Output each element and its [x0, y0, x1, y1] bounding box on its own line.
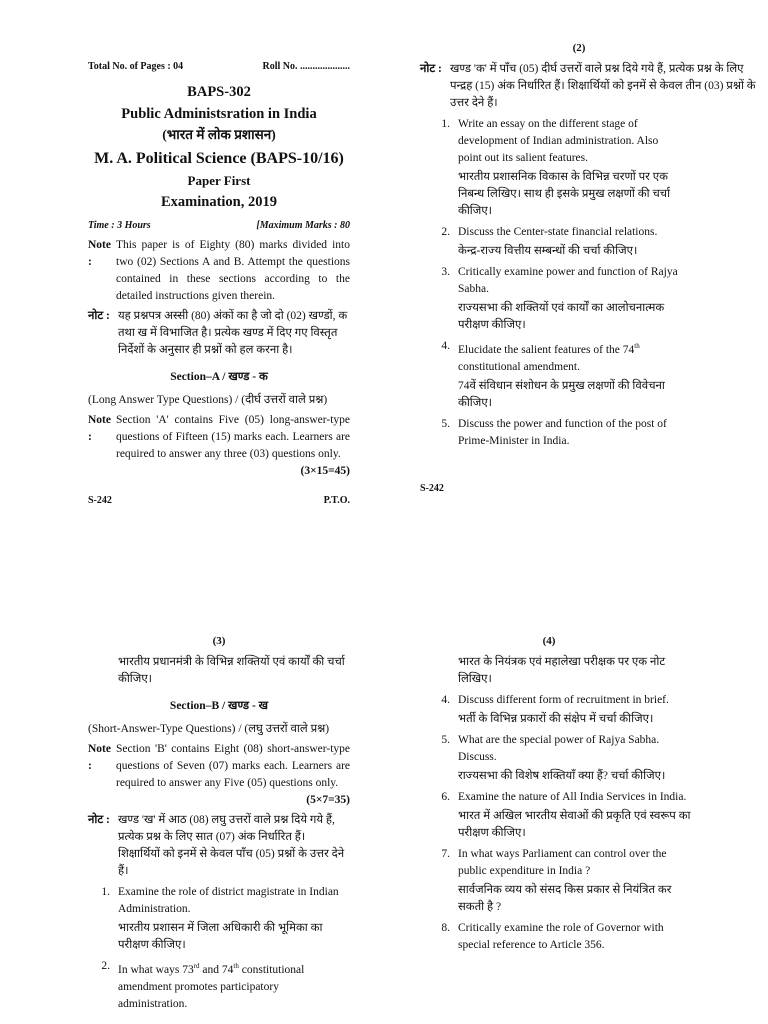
superscript: rd — [193, 962, 200, 970]
continued-hindi: भारतीय प्रधानमंत्री के विभिन्न शक्तियों एवं कार्यों की चर्चा कीजिए। — [118, 656, 345, 685]
question-number: 7. — [441, 848, 450, 860]
marks-a: (3×15=45) — [300, 465, 350, 477]
note-hindi — [88, 308, 350, 359]
question-number: 8. — [441, 922, 450, 934]
question-number: 5. — [441, 734, 450, 746]
section-b-heading: Section–B / खण्ड - ख — [169, 700, 269, 712]
superscript: th — [634, 342, 640, 350]
total-pages: Total No. of Pages : 04 — [88, 61, 184, 72]
note-text: खण्ड 'क' में पाँच (05) दीर्घ उत्तरों वाले प्रश्न दिये गये हैं, प्रत्येक प्रश्न के लिए पन्द्रह (15) अंक निर्धारित हैं। शिक्षार्थियों को इनमें से केवल तीन (03) प्रश्नों के उत्तर देने हैं। — [450, 63, 756, 109]
note-b-label: Note : — [88, 743, 111, 772]
question-b5 — [428, 732, 698, 766]
paper-code: BAPS-302 — [187, 84, 251, 100]
marks-b: (5×7=35) — [306, 794, 350, 806]
note-hindi-section-b — [88, 812, 350, 880]
section-b-subheading: (Short-Answer-Type Questions) / (लघु उत्तरों वाले प्रश्न) — [88, 723, 330, 735]
question-number: 2. — [441, 226, 450, 238]
footer-code: S-242 — [88, 495, 112, 506]
question-hindi: भारतीय प्रशासनिक विकास के विभिन्न चरणों पर एक निबन्ध लिखिए। साथ ही इसके प्रमुख लक्षणों की चर्चा कीजिए। — [458, 171, 671, 217]
question-number: 3. — [441, 266, 450, 278]
question-text-end: constitutional amendment promotes participatory administration. — [118, 963, 305, 1010]
time: Time : 3 Hours — [88, 220, 151, 231]
paper-title-hindi: (भारत में लोक प्रशासन) — [162, 127, 276, 142]
note-text: This paper is of Eighty (80) marks divided into two (02) Sections A and B. Attempt the questions contained in these sections according to the detailed instructions given therein. — [116, 239, 350, 302]
question-text-end: constitutional amendment. — [458, 360, 581, 373]
note-label: नोट : — [420, 63, 442, 75]
note-b-text: Section 'B' contains Eight (08) short-answer-type questions of Seven (07) marks each. Learners are required to answer any Five (05) questions only. — [116, 743, 350, 789]
question-hindi: भारत में अखिल भारतीय सेवाओं की प्रकृति एवं स्वरूप का परीक्षण कीजिए। — [458, 810, 691, 839]
course-name: M. A. Political Science (BAPS-10/16) — [94, 150, 344, 167]
question-b4 — [428, 692, 698, 709]
question-number: 4. — [441, 340, 450, 352]
note-english — [88, 237, 350, 305]
page-2 — [420, 40, 768, 497]
question-text: What are the special power of Rajya Sabha. Discuss. — [458, 734, 660, 763]
question-4 — [428, 338, 678, 376]
time-marks-row — [88, 217, 350, 234]
footer-pto: P.T.O. — [323, 495, 350, 506]
question-text: Examine the role of district magistrate in Indian Administration. — [118, 886, 339, 915]
question-5 — [428, 416, 678, 450]
section-a-heading: Section–A / खण्ड - क — [170, 371, 268, 383]
question-number: 6. — [441, 791, 450, 803]
question-3 — [428, 264, 678, 298]
question-text — [118, 958, 350, 1013]
question-text: Critically examine the role of Governor with special reference to Article 356. — [458, 922, 664, 951]
question-number: 1. — [441, 118, 450, 130]
question-b1 — [88, 884, 350, 918]
question-hindi: केन्द्र-राज्य वित्तीय सम्बन्धों की चर्चा कीजिए। — [458, 245, 638, 257]
exam-year: Examination, 2019 — [160, 194, 277, 210]
note-hindi-text: यह प्रश्नपत्र अस्सी (80) अंकों का है जो दो (02) खण्डों, क तथा ख में विभाजित है। प्रत्येक खण्ड में दिए गए विस्तृत निर्देशों के अनुसार ही प्रश्नों को हल करना है। — [118, 310, 348, 356]
note-hindi-label: नोट : — [88, 814, 110, 826]
note-hindi-text: खण्ड 'ख' में आठ (08) लघु उत्तरों वाले प्रश्न दिये गये हैं, प्रत्येक प्रश्न के लिए सात (07) अंक निर्धारित हैं। शिक्षार्थियों को इनमें से केवल पाँच (05) प्रश्नों के उत्तर देने हैं। — [118, 814, 345, 877]
question-text-mid: and 74 — [199, 963, 234, 976]
question-text-start: Elucidate the salient features of the 74 — [458, 343, 635, 356]
page-number-4: (4) — [542, 635, 556, 647]
question-number: 2. — [101, 960, 110, 972]
question-text: Discuss different form of recruitment in brief. — [458, 694, 669, 706]
question-text: Discuss the power and function of the post of Prime-Minister in India. — [458, 417, 667, 447]
question-b8 — [428, 920, 698, 954]
question-text: In what ways Parliament can control over the public expenditure in India ? — [458, 848, 667, 877]
section-a-subheading: (Long Answer Type Questions) / (दीर्घ उत्तरों वाले प्रश्न) — [88, 394, 328, 406]
question-hindi: 74वें संविधान संशोधन के प्रमुख लक्षणों की विवेचना कीजिए। — [458, 379, 665, 409]
question-text-start: In what ways 73 — [118, 963, 194, 976]
question-b2 — [88, 958, 350, 1013]
question-number: 4. — [441, 694, 450, 706]
continued-hindi: भारत के नियंत्रक एवं महालेखा परीक्षक पर एक नोट लिखिए। — [458, 656, 666, 685]
question-number: 1. — [101, 886, 110, 898]
page-number-2: (2) — [572, 42, 586, 54]
footer-code: S-242 — [420, 482, 444, 494]
footer-page-1 — [88, 492, 350, 509]
paper-number: Paper First — [187, 173, 251, 188]
question-b7 — [428, 846, 698, 880]
question-hindi: भर्ती के विभिन्न प्रकारों की संक्षेप में चर्चा कीजिए। — [458, 713, 654, 725]
superscript: th — [233, 962, 239, 970]
note-section-a — [88, 412, 350, 463]
note-a-label: Note : — [88, 414, 111, 443]
note-hindi-label: नोट : — [88, 310, 110, 322]
question-number: 5. — [441, 417, 450, 430]
note-section-b — [88, 741, 350, 792]
question-text: Examine the nature of All India Services in India. — [458, 791, 687, 803]
footer-page-2 — [420, 480, 768, 497]
question-text: Write an essay on the different stage of development of Indian administration. Also point out its salient features. — [458, 118, 659, 164]
question-hindi: भारतीय प्रशासन में जिला अधिकारी की भूमिका का परीक्षण कीजिए। — [118, 922, 323, 951]
max-marks: [Maximum Marks : 80 — [256, 220, 350, 231]
question-1 — [428, 116, 678, 167]
header-row — [88, 58, 350, 75]
note-label: Note : — [88, 239, 111, 268]
paper-title: Public Administsration in India — [121, 106, 317, 122]
question-hindi: राज्यसभा की विशेष शक्तियाँ क्या हैं? चर्चा कीजिए। — [458, 770, 666, 782]
roll-no: Roll No. .................... — [262, 61, 350, 72]
question-b6 — [428, 789, 698, 806]
question-2 — [428, 224, 678, 241]
page-4 — [420, 633, 768, 954]
question-text — [458, 338, 678, 376]
note-hindi-section-a — [420, 61, 768, 112]
page-3 — [88, 633, 350, 1013]
note-a-text: Section 'A' contains Five (05) long-answer-type questions of Fifteen (15) marks each. Learners are required to answer any three (03) questions only. — [116, 414, 350, 460]
question-text: Critically examine power and function of Rajya Sabha. — [458, 266, 678, 295]
page-number-3: (3) — [212, 635, 226, 647]
question-text: Discuss the Center-state financial relations. — [458, 226, 658, 238]
question-hindi: सार्वजनिक व्यय को संसद किस प्रकार से नियंत्रित कर सकती है ? — [458, 884, 672, 913]
question-hindi: राज्यसभा की शक्तियों एवं कार्यों का आलोचनात्मक परीक्षण कीजिए। — [458, 302, 665, 331]
page-1 — [88, 58, 350, 509]
